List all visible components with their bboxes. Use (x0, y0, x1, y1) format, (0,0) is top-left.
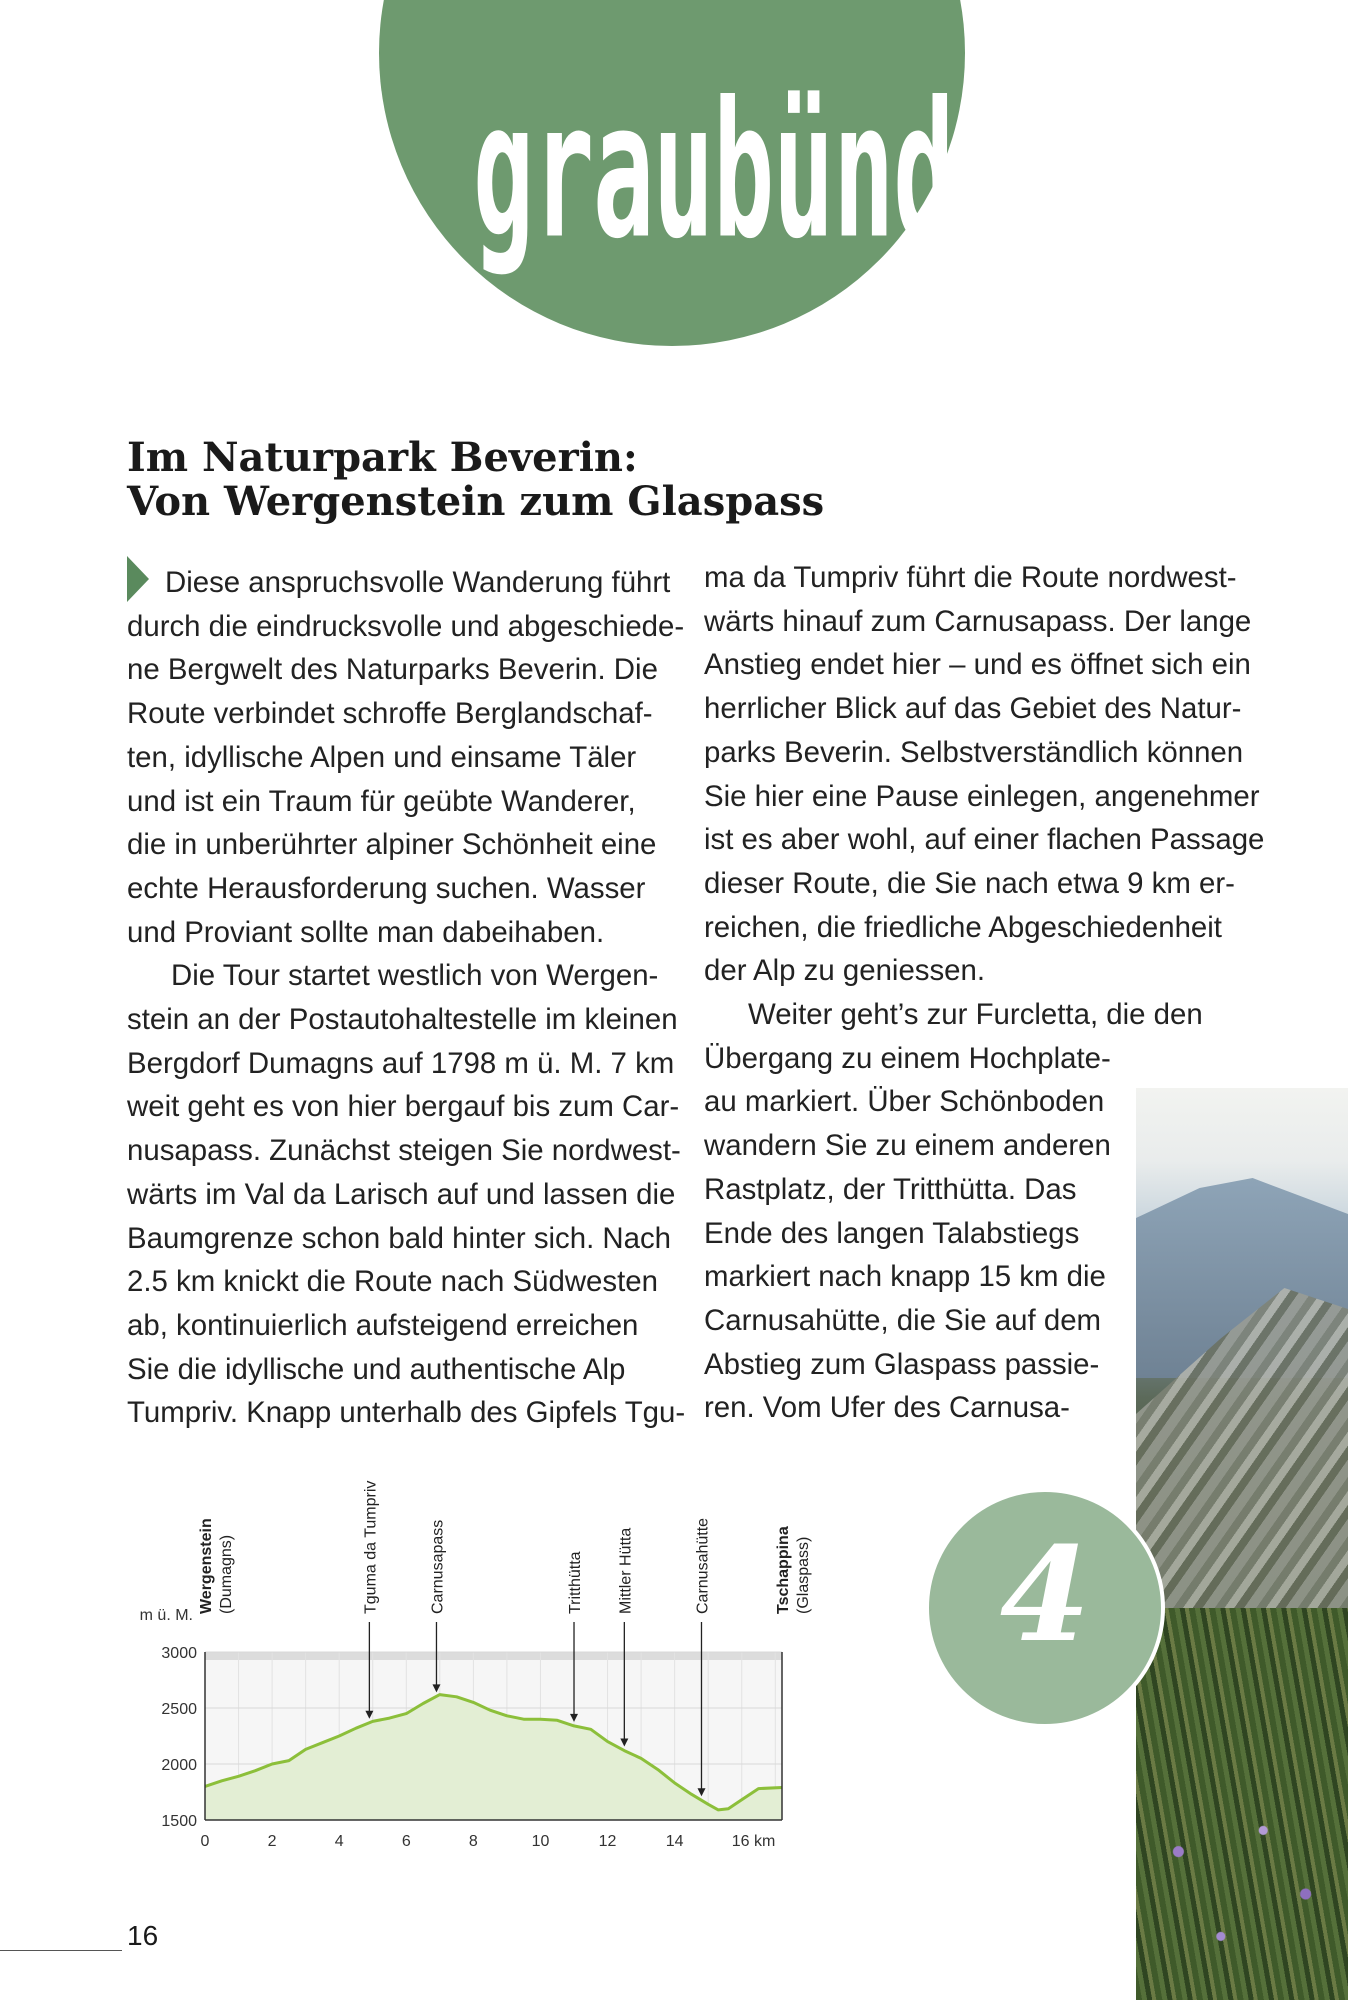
body-text: Sie die idyllische und authentische Alp (127, 1352, 626, 1386)
body-text-line (127, 1173, 676, 1217)
body-text: Bergdorf Dumagns auf 1798 m ü. M. 7 km (127, 1046, 675, 1080)
body-text: Diese anspruchsvolle Wanderung führt (165, 566, 671, 599)
mountain-photo (1136, 1088, 1348, 2000)
waypoint-label (567, 1551, 584, 1614)
waypoint-subtitle: (Dumagns) (218, 1534, 235, 1614)
waypoint-subtitle: (Glaspass) (795, 1536, 812, 1614)
headline-line-2: Von Wergenstein zum Glaspass (127, 478, 825, 525)
body-text-line (127, 911, 667, 955)
body-text: Die Tour startet westlich von Wergen- (171, 959, 659, 993)
waypoint-label (694, 1518, 711, 1614)
stage-number-badge (925, 1488, 1165, 1728)
x-tick-label: 0 (200, 1833, 210, 1850)
stage-number: 4 (999, 1518, 1091, 1671)
y-tick-label: 2500 (161, 1701, 197, 1718)
body-text: Route verbindet schroffe Berglandschaf- (127, 697, 653, 731)
region-banner-disc (379, 0, 1074, 346)
body-text: Baumgrenze schon bald hinter sich. Nach (127, 1221, 672, 1255)
body-text: und ist ein Traum für geübte Wanderer, (127, 784, 636, 818)
x-tick-label: 12 (598, 1833, 617, 1850)
body-text-line: wärts hinauf zum Carnusapass. Der lange (704, 604, 1252, 638)
body-text: 2.5 km knickt die Route nach Südwesten (127, 1265, 658, 1299)
x-tick-label: 6 (401, 1833, 411, 1850)
body-text-line (127, 867, 667, 911)
waypoint-name: Tschappina (775, 1526, 792, 1614)
body-text-line (127, 648, 667, 692)
body-text-line (127, 1391, 686, 1435)
body-text-line (127, 605, 685, 649)
body-text: ab, kontinuierlich aufsteigend erreichen (127, 1308, 639, 1342)
x-tick-label: 2 (267, 1833, 277, 1850)
body-text: stein an der Postautohaltestelle im kleinen (127, 1003, 678, 1037)
body-text-line: reichen, die friedliche Abgeschiedenheit (704, 910, 1222, 944)
page-number: 16 (127, 1920, 159, 1951)
x-tick-label: 14 (665, 1833, 684, 1850)
body-text-line: ist es aber wohl, auf einer flachen Passage (704, 823, 1265, 857)
body-text-line (127, 1085, 680, 1129)
elevation-profile-chart (120, 1480, 812, 1870)
triangle-marker-icon (127, 556, 149, 602)
body-text-line (127, 954, 667, 998)
body-text: wärts im Val da Larisch auf und lassen die (127, 1177, 676, 1211)
body-text-line: Abstieg zum Glaspass passie- (704, 1347, 1100, 1381)
body-text: weit geht es von hier bergauf bis zum Car- (127, 1090, 680, 1124)
photo-wildflowers (1136, 1788, 1348, 2000)
body-text: durch die eindrucksvolle und abgeschiede- (127, 609, 685, 643)
body-text-line (127, 998, 678, 1042)
body-text-line: ren. Vom Ufer des Carnusa- (704, 1391, 1070, 1425)
waypoint-label (429, 1520, 446, 1614)
body-text-line (127, 736, 667, 780)
body-text-line: parks Beverin. Selbstverständlich können (704, 735, 1244, 769)
y-axis-label: m ü. M. (139, 1607, 193, 1624)
body-text-line: au markiert. Über Schönboden (704, 1085, 1105, 1119)
page-headline (127, 436, 824, 524)
waypoint-name: Wergenstein (198, 1518, 215, 1614)
y-tick-label: 2000 (161, 1757, 197, 1774)
waypoint-label (362, 1481, 379, 1614)
waypoint-name: Tritthütta (567, 1551, 585, 1614)
waypoint-name: Carnusahütte (694, 1517, 712, 1614)
body-text-line: ma da Tumpriv führt die Route nordwest- (704, 561, 1237, 594)
x-tick-label: 16 km (731, 1833, 776, 1850)
text-column-left (127, 556, 686, 1435)
page-number-rule (0, 1950, 122, 1951)
body-text-line: Ende des langen Talabstiegs (704, 1216, 1080, 1250)
x-tick-label: 10 (531, 1833, 550, 1850)
body-text-line: Sie hier eine Pause einlegen, angenehmer (704, 779, 1260, 813)
plot-top-band (205, 1652, 782, 1660)
body-text-line: wandern Sie zu einem anderen (704, 1129, 1111, 1163)
body-text: nusapass. Zunächst steigen Sie nordwest- (127, 1134, 681, 1168)
region-title: graubünden (472, 63, 1074, 281)
y-tick-label: 3000 (161, 1645, 197, 1662)
y-tick-label: 1500 (161, 1813, 197, 1830)
body-text: ne Bergwelt des Naturparks Beverin. Die (127, 653, 658, 687)
waypoint-label (617, 1528, 634, 1614)
body-text-line: Carnusahütte, die Sie auf dem (704, 1303, 1102, 1337)
headline-line-1: Im Naturpark Beverin: (127, 434, 638, 481)
body-text: echte Herausforderung suchen. Wasser (127, 871, 646, 905)
body-text: Tumpriv. Knapp unterhalb des Gipfels Tgu- (127, 1396, 686, 1430)
body-text: und Proviant sollte man dabeihaben. (127, 915, 605, 949)
body-text-line (127, 1260, 667, 1304)
waypoint-label (198, 1518, 235, 1614)
body-text-line: dieser Route, die Sie nach etwa 9 km er- (704, 866, 1235, 900)
waypoint-label (775, 1526, 812, 1614)
x-tick-label: 4 (334, 1833, 344, 1850)
body-text-line: Rastplatz, der Tritthütta. Das (704, 1172, 1077, 1206)
body-text-line: der Alp zu geniessen. (704, 954, 986, 988)
body-text: die in unberührter alpiner Schönheit eine (127, 828, 657, 862)
body-text-line (127, 556, 671, 605)
body-text-line (127, 1217, 672, 1261)
body-text-line: Weiter geht’s zur Furcletta, die den (748, 998, 1203, 1032)
body-text: ten, idyllische Alpen und einsame Täler (127, 740, 637, 774)
body-text-line (127, 1042, 675, 1086)
body-text-line (127, 1348, 667, 1392)
waypoint-name: Carnusapass (429, 1519, 447, 1614)
body-text-line (127, 1129, 681, 1173)
body-text-line: Übergang zu einem Hochplate- (704, 1041, 1111, 1075)
body-text-line (127, 692, 667, 736)
body-text-line: markiert nach knapp 15 km die (704, 1260, 1106, 1294)
x-tick-label: 8 (468, 1833, 478, 1850)
body-text-line: Anstieg endet hier – und es öffnet sich ein (704, 648, 1251, 682)
waypoint-name: Tguma da Tumpriv (362, 1480, 380, 1614)
waypoint-name: Mittler Hütta (617, 1527, 635, 1614)
body-text-line: herrlicher Blick auf das Gebiet des Natur- (704, 692, 1242, 726)
body-text-line (127, 1304, 667, 1348)
body-text-line (127, 780, 667, 824)
body-text-line (127, 823, 667, 867)
